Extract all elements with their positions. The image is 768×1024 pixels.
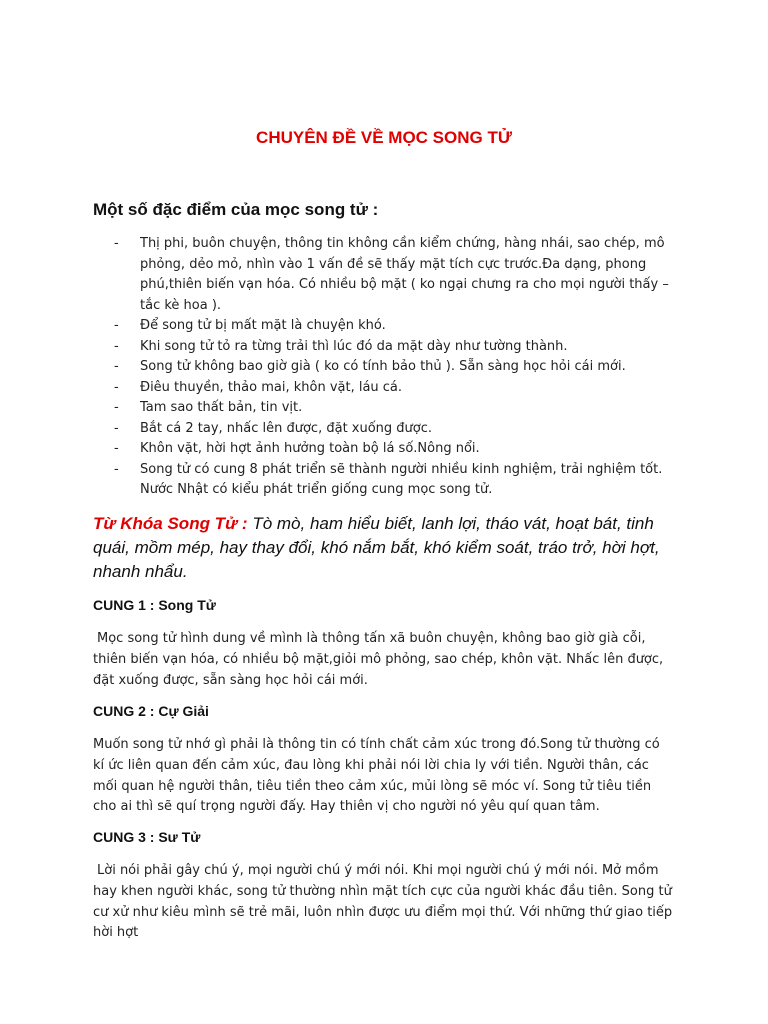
bullet-dash: - [114, 379, 119, 395]
bullet-dash: - [114, 441, 119, 456]
bullet-dash: - [114, 338, 119, 354]
list-item [114, 439, 674, 460]
list-item-text: Song tử không bao giờ già ( ko có tính bảo thủ ). Sẵn sàng học hỏi cái mới. [140, 359, 626, 374]
list-item [114, 316, 674, 337]
list-item [114, 378, 674, 399]
list-item [114, 460, 674, 501]
bullet-dash: - [114, 461, 119, 477]
section-heading-cung-2: CUNG 2 : Cự Giải [93, 703, 209, 719]
list-item-text: Điêu thuyền, thảo mai, khôn vặt, láu cá. [140, 379, 403, 395]
list-item-text: Để song tử bị mất mặt là chuyện khó. [140, 318, 386, 333]
section-paragraph-cung-1: Mọc song tử hình dung về mình là thông tấn xã buôn chuyện, không bao giờ già cỗi, thiên biến vạn hóa, có nhiều bộ mặt,giỏi mô phỏng, sao chép, khôn vặt. Nhấc lên được, đặt xuống được, sẵn sàng học hỏi cái mới. [93, 631, 664, 688]
keywords-paragraph [93, 512, 665, 584]
section-heading-cung-1: CUNG 1 : Song Tử [93, 597, 216, 613]
section-paragraph-cung-2: Muốn song tử nhớ gì phải là thông tin có tính chất cảm xúc trong đó.Song tử thường có kí ức liên quan đến cảm xúc, đau lòng khi phải nói lời chia ly với tiền. Người thân, các mối quan hệ người thân, tiêu tiền theo cảm xúc, mủi lòng sẽ móc ví. Song tử tiêu tiền cho ai thì sẽ quí trọng người đấy. Hay thiên vị cho người nó yêu quí quan tâm. [93, 737, 660, 815]
list-item [114, 234, 674, 316]
list-item-text: Song tử có cung 8 phát triển sẽ thành người nhiều kinh nghiệm, trải nghiệm tốt. Nước Nhật có kiểu phát triển giống cung mọc song tử. [140, 461, 663, 497]
bullet-dash: - [114, 236, 119, 251]
list-item-text: Khôn vặt, hời hợt ảnh hưởng toàn bộ lá số.Nông nổi. [140, 441, 480, 456]
bullet-dash: - [114, 400, 119, 415]
list-item [114, 337, 674, 358]
section-heading-cung-3: CUNG 3 : Sư Tử [93, 829, 201, 845]
section-paragraph-cung-3: Lời nói phải gây chú ý, mọi người chú ý mới nói. Khi mọi người chú ý mới nói. Mở mồm hay khen người khác, song tử thường nhìn mặt tích cực của người khác đầu tiên. Song tử cư xử như kiêu mình sẽ trẻ mãi, luôn nhìn được ưu điểm mọi thứ. Với những thứ giao tiếp hời hợt [93, 863, 673, 941]
keywords-label: Từ Khóa Song Tử : [93, 514, 248, 533]
list-item-text: Thị phi, buôn chuyện, thông tin không cần kiểm chứng, hàng nhái, sao chép, mô phỏng, dẻo mỏ, nhìn vào 1 vấn đề sẽ thấy mặt tích cực trước.Đa dạng, phong phú,thiên biến vạn hóa. Có nhiều bộ mặt ( ko ngại chưng ra cho mọi người thấy – tắc kè hoa ). [140, 236, 669, 313]
characteristics-heading: Một số đặc điểm của mọc song tử : [93, 200, 379, 219]
list-item-text: Bắt cá 2 tay, nhấc lên được, đặt xuống được. [140, 420, 433, 436]
document-title: CHUYÊN ĐỀ VỀ MỌC SONG TỬ [256, 128, 512, 147]
list-item-text: Tam sao thất bản, tin vịt. [140, 400, 303, 415]
keywords-text: Tò mò, ham hiểu biết, lanh lợi, tháo vát, hoạt bát, tinh quái, mồm mép, hay thay đổi, khó nắm bắt, khó kiểm soát, tráo trở, hời hợt, nhanh nhẩu. [93, 514, 660, 581]
bullet-dash: - [114, 420, 119, 436]
list-item [114, 357, 674, 378]
list-item [114, 419, 674, 440]
list-item [114, 398, 674, 419]
bullet-dash: - [114, 359, 119, 374]
list-item-text: Khi song tử tỏ ra từng trải thì lúc đó da mặt dày như tường thành. [140, 338, 568, 354]
bullet-dash: - [114, 318, 119, 333]
characteristics-list [114, 234, 674, 501]
